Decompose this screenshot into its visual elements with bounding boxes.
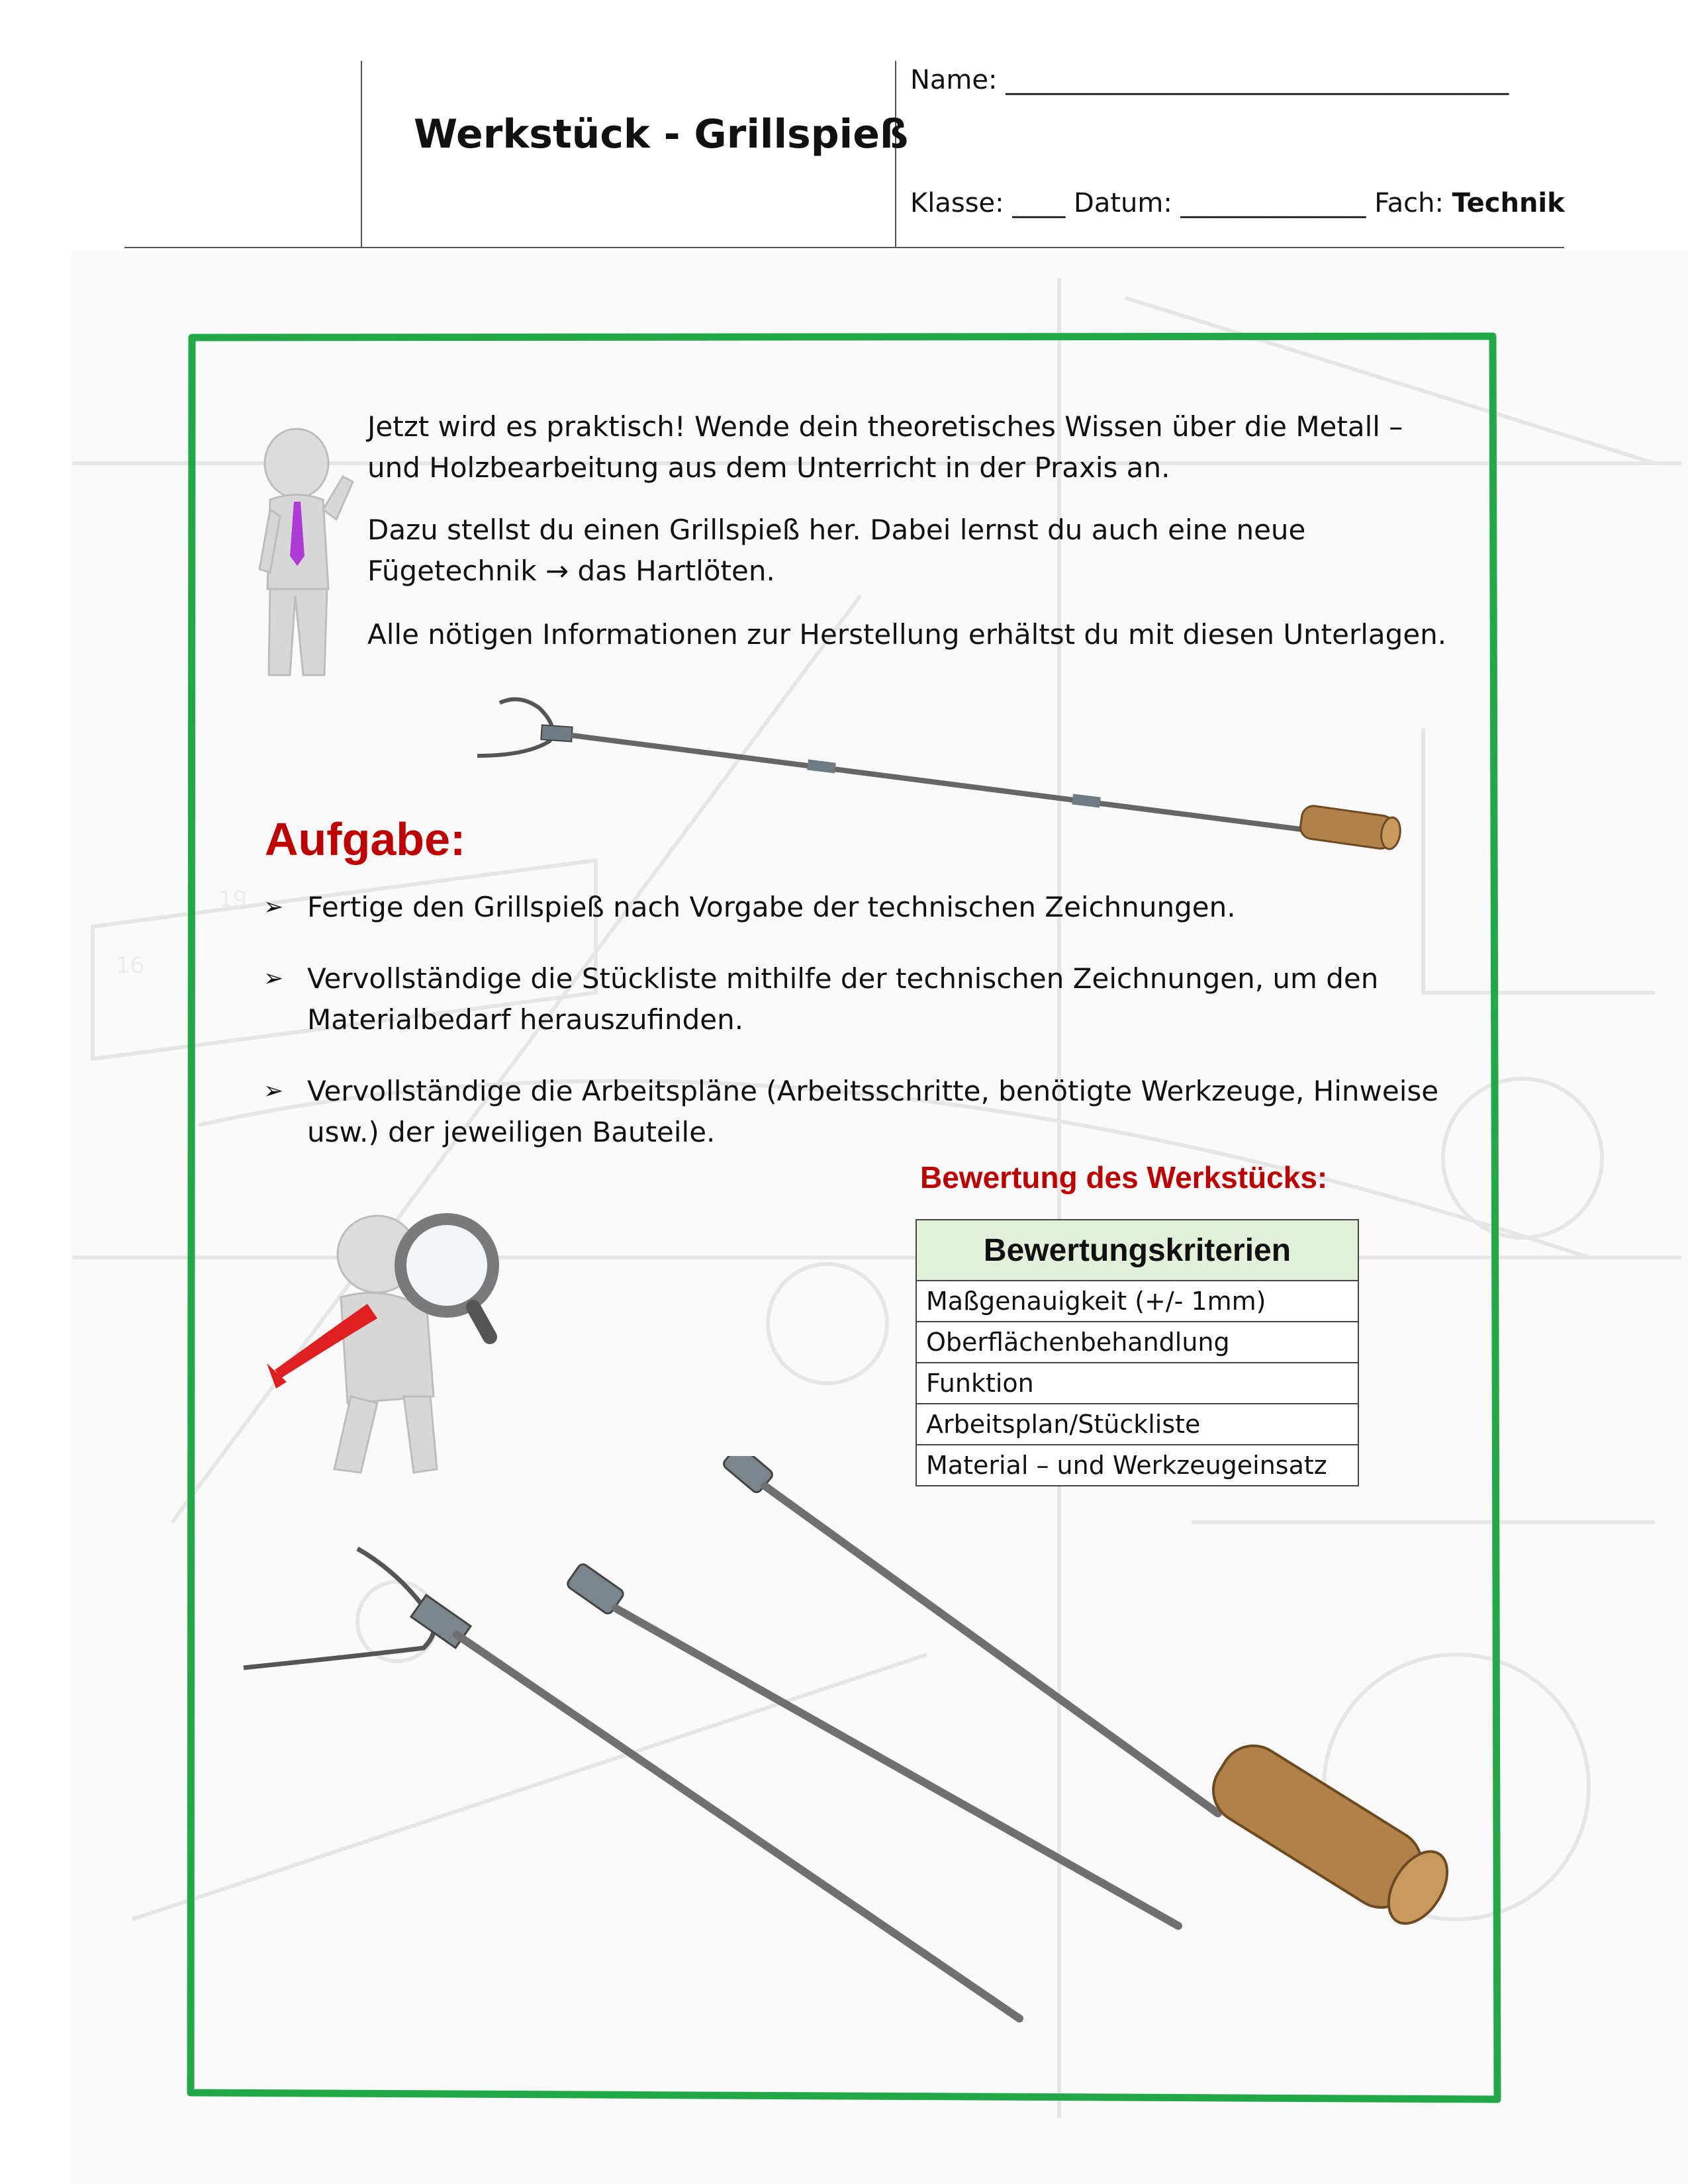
svg-text:16: 16 bbox=[116, 952, 145, 979]
table-row bbox=[916, 1281, 1358, 1322]
class-date-subject-field bbox=[910, 188, 1565, 218]
arrow-bullet-icon: ➢ bbox=[263, 1077, 284, 1105]
task-item bbox=[263, 1071, 1455, 1153]
task-list bbox=[263, 887, 1455, 1183]
class-date-label: Klasse: ____ Datum: ______________ Fach: bbox=[910, 188, 1452, 218]
arrow-bullet-icon: ➢ bbox=[263, 893, 284, 921]
name-field: Name: ______________________________________ bbox=[910, 65, 1509, 95]
task-heading: Aufgabe: bbox=[265, 813, 466, 865]
evaluation-heading: Bewertung des Werkstücks: bbox=[920, 1160, 1328, 1195]
task-text: Vervollständige die Stückliste mithilfe der technischen Zeichnungen, um den Materialbedarf herauszufinden. bbox=[307, 962, 1379, 1036]
worksheet-title: Werkstück - Grillspieß bbox=[414, 111, 909, 158]
header-bottom-rule bbox=[124, 247, 1564, 248]
criteria-cell: Maßgenauigkeit (+/- 1mm) bbox=[916, 1281, 1358, 1322]
exploded-skewer-parts-image bbox=[238, 1456, 1483, 2038]
task-item bbox=[263, 958, 1455, 1040]
criteria-table-header: Bewertungskriterien bbox=[916, 1220, 1358, 1281]
arrow-bullet-icon: ➢ bbox=[263, 965, 284, 992]
evaluation-criteria-table bbox=[915, 1219, 1359, 1486]
header-divider-left bbox=[361, 61, 362, 247]
task-item bbox=[263, 887, 1455, 928]
svg-text:19: 19 bbox=[218, 886, 248, 913]
criteria-cell: Material – und Werkzeugeinsatz bbox=[916, 1445, 1358, 1486]
table-row bbox=[916, 1363, 1358, 1404]
intro-paragraph-3: Alle nötigen Informationen zur Herstellung erhältst du mit diesen Unterlagen. bbox=[367, 618, 1447, 651]
task-text: Vervollständige die Arbeitspläne (Arbeitsschritte, benötigte Werkzeuge, Hinweise usw.) der jeweiligen Bauteile. bbox=[307, 1075, 1439, 1148]
intro-paragraph-1: Jetzt wird es praktisch! Wende dein theoretisches Wissen über die Metall – und Holzbearbeitung aus dem Unterricht in der Praxis an. bbox=[367, 410, 1403, 484]
criteria-cell: Arbeitsplan/Stückliste bbox=[916, 1404, 1358, 1445]
table-row bbox=[916, 1404, 1358, 1445]
intro-paragraph-2: Dazu stellst du einen Grillspieß her. Dabei lernst du auch eine neue Fügetechnik → das Hartlöten. bbox=[367, 514, 1306, 587]
task-text: Fertige den Grillspieß nach Vorgabe der technischen Zeichnungen. bbox=[307, 891, 1236, 923]
criteria-cell: Oberflächenbehandlung bbox=[916, 1322, 1358, 1363]
table-row bbox=[916, 1322, 1358, 1363]
presenter-figure-icon bbox=[244, 424, 363, 688]
magnifier-figure-icon bbox=[261, 1205, 533, 1482]
criteria-cell: Funktion bbox=[916, 1363, 1358, 1404]
subject-value: Technik bbox=[1452, 188, 1565, 218]
assembled-skewer-image bbox=[473, 688, 1427, 854]
